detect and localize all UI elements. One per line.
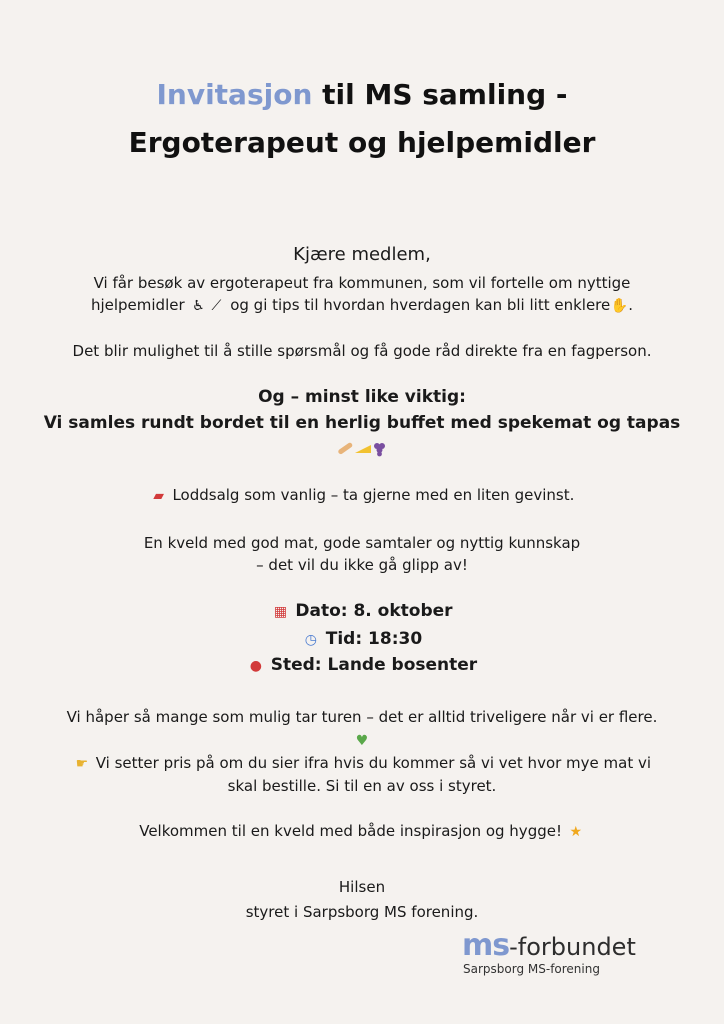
title-rest: til MS samling -	[312, 78, 568, 111]
title-accent: Invitasjon	[156, 78, 313, 111]
lottery-line	[0, 484, 724, 507]
hope-text: Vi håper så mange som mulig tar turen – det er alltid triveligere når vi er flere.	[66, 708, 658, 726]
greeting: Kjære medlem,	[293, 244, 431, 265]
evening-line-2: – det vil du ikke gå glipp av!	[256, 556, 468, 574]
grapes-icon	[374, 443, 385, 456]
rsvp-text-1: Vi setter pris på om du sier ifra hvis du kommer så vi vet hvor mye mat vi	[95, 754, 652, 772]
green-heart-row	[0, 729, 724, 752]
place-text: Sted: Lande bosenter	[270, 655, 478, 675]
baguette-icon	[337, 442, 353, 455]
time-line	[0, 628, 724, 651]
pointing-hand-icon: ☛	[75, 756, 89, 772]
rsvp-line-2: skal bestille. Si til en av oss i styret.	[227, 777, 497, 795]
date-text: Dato: 8. oktober	[295, 601, 453, 621]
green-heart-icon: ♥	[355, 733, 369, 749]
welcome-line	[0, 820, 724, 843]
welcome-text: Velkommen til en kveld med både inspirasjon og hygge!	[139, 822, 562, 840]
food-emoji-row	[335, 439, 389, 457]
logo-rest: -forbundet	[509, 933, 636, 961]
date-line	[0, 600, 724, 623]
buffet-line-2: Vi samles rundt bordet til en herlig buffet med spekemat og tapas	[43, 413, 681, 433]
intro-line-2: hjelpemidler ♿ ⟋ og gi tips til hvordan hverdagen kan bli litt enklere✋.	[0, 294, 724, 317]
time-text: Tid: 18:30	[325, 629, 423, 649]
pin-icon: ●	[249, 658, 262, 674]
calendar-icon: ▦	[273, 604, 288, 620]
ticket-icon: ▰	[153, 488, 165, 504]
signoff-line-1: Hilsen	[338, 878, 386, 896]
ms-forbundet-logo	[462, 928, 636, 963]
intro-line-1: Vi får besøk av ergoterapeut fra kommunen, som vil fortelle om nyttige	[93, 274, 631, 292]
title-line-1	[0, 76, 724, 114]
clock-icon: ◷	[304, 632, 317, 648]
evening-line-1: En kveld med god mat, gode samtaler og nyttig kunnskap	[143, 534, 581, 552]
food-icons	[0, 438, 724, 460]
buffet-line-1: Og – minst like viktig:	[258, 387, 466, 407]
raised-hands-icon: ✋	[610, 298, 628, 314]
place-line	[0, 654, 724, 677]
cheese-icon	[355, 445, 371, 453]
intro-line-2-after: og gi tips til hvordan hverdagen kan bli litt enklere	[230, 296, 611, 314]
wheelchair-icon: ♿	[192, 298, 205, 314]
intro-line-2-before: hjelpemidler	[90, 296, 185, 314]
rsvp-line-1	[0, 752, 724, 775]
title-line-2: Ergoterapeut og hjelpemidler	[128, 126, 596, 159]
questions-text: Det blir mulighet til å stille spørsmål og få gode råd direkte fra en fagperson.	[72, 342, 652, 360]
logo-ms: ms	[462, 928, 510, 963]
logo-subtitle: Sarpsborg MS-forening	[463, 962, 600, 976]
signoff-line-2: styret i Sarpsborg MS forening.	[245, 903, 479, 921]
lottery-text: Loddsalg som vanlig – ta gjerne med en liten gevinst.	[172, 486, 575, 504]
crutch-icon: ⟋	[211, 298, 222, 314]
star-icon: ★	[569, 824, 583, 840]
